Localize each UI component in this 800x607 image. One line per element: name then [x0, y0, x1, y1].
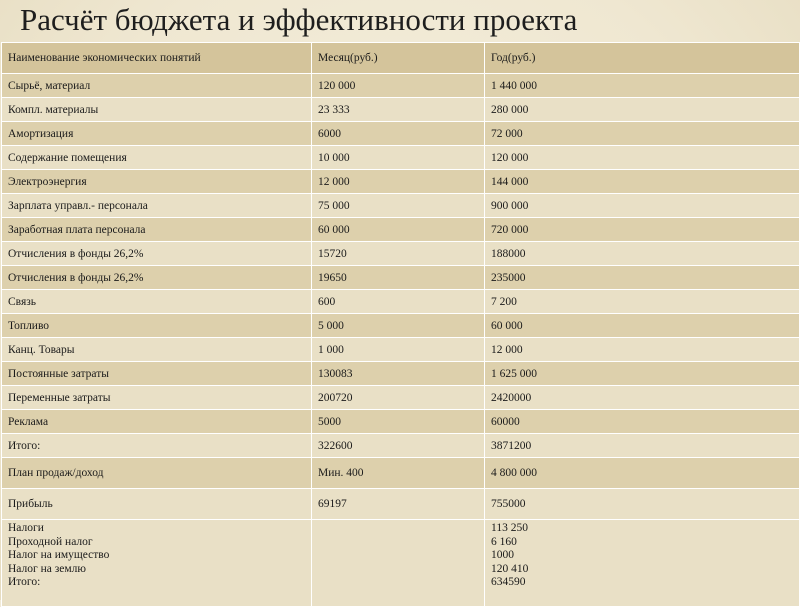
cell-item: Отчисления в фонды 26,2% [2, 242, 312, 266]
tax-label: Проходной налог [8, 535, 93, 548]
cell-year: 235000 [485, 266, 800, 290]
cell-month: 60 000 [312, 218, 485, 242]
table-row [2, 338, 800, 362]
tax-value: 120 410 [491, 562, 529, 575]
table-header-row [2, 43, 800, 74]
cell-month: 130083 [312, 362, 485, 386]
cell-year: 280 000 [485, 98, 800, 122]
cell-year: 60 000 [485, 314, 800, 338]
cell-year: 755000 [485, 489, 800, 520]
cell-item: Канц. Товары [2, 338, 312, 362]
cell-year: 144 000 [485, 170, 800, 194]
cell-year: 7 200 [485, 290, 800, 314]
tax-value: 1000 [491, 549, 514, 562]
cell-month: 75 000 [312, 194, 485, 218]
cell-month: 10 000 [312, 146, 485, 170]
cell-item: Прибыль [2, 489, 312, 520]
table-row [2, 98, 800, 122]
table-row [2, 74, 800, 98]
cell-month: 6000 [312, 122, 485, 146]
cell-year: 2420000 [485, 386, 800, 410]
tax-label: Налог на землю [8, 562, 86, 575]
cell-year: 188000 [485, 242, 800, 266]
cell-month: 15720 [312, 242, 485, 266]
tax-value: 634590 [491, 576, 526, 589]
tax-value: 113 250 [491, 522, 528, 534]
slide-title: Расчёт бюджета и эффективности проекта [20, 2, 578, 37]
cell-month: 5000 [312, 410, 485, 434]
cell-item: Содержание помещения [2, 146, 312, 170]
cell-item: Итого: [2, 434, 312, 458]
table-row [2, 218, 800, 242]
cell-item: Связь [2, 290, 312, 314]
table-row [2, 146, 800, 170]
cell-month: 1 000 [312, 338, 485, 362]
table-row [2, 122, 800, 146]
cell-year: 720 000 [485, 218, 800, 242]
cell-item: План продаж/доход [2, 458, 312, 489]
cell-item: Электроэнергия [2, 170, 312, 194]
budget-table [1, 42, 800, 607]
cell-item: Амортизация [2, 122, 312, 146]
cell-year: 900 000 [485, 194, 800, 218]
taxes-row [2, 520, 800, 607]
table-row [2, 410, 800, 434]
cell-item: Компл. материалы [2, 98, 312, 122]
cell-year: 3871200 [485, 434, 800, 458]
taxes-month-cell [312, 520, 485, 607]
table-row [2, 242, 800, 266]
header-cell-year: Год(руб.) [485, 43, 800, 74]
cell-item: Реклама [2, 410, 312, 434]
cell-month: 322600 [312, 434, 485, 458]
taxes-labels-cell [2, 520, 312, 607]
taxes-year-cell [485, 520, 800, 607]
cell-item: Постоянные затраты [2, 362, 312, 386]
cell-year: 1 625 000 [485, 362, 800, 386]
cell-year: 1 440 000 [485, 74, 800, 98]
cell-item: Отчисления в фонды 26,2% [2, 266, 312, 290]
table-row [2, 170, 800, 194]
cell-month: 12 000 [312, 170, 485, 194]
cell-month: 600 [312, 290, 485, 314]
table-row [2, 362, 800, 386]
cell-item: Топливо [2, 314, 312, 338]
tax-value: 6 160 [491, 535, 517, 548]
table-row [2, 194, 800, 218]
header-cell-name: Наименование экономических понятий [2, 43, 312, 74]
table-row [2, 314, 800, 338]
table-row [2, 489, 800, 520]
table-row [2, 434, 800, 458]
cell-month: 69197 [312, 489, 485, 520]
cell-year: 72 000 [485, 122, 800, 146]
tax-label: Итого: [8, 576, 41, 589]
cell-month: 200720 [312, 386, 485, 410]
table-row [2, 290, 800, 314]
cell-item: Сырьё, материал [2, 74, 312, 98]
table-row [2, 386, 800, 410]
cell-item: Зарплата управл.- персонала [2, 194, 312, 218]
cell-month: 5 000 [312, 314, 485, 338]
cell-item: Заработная плата персонала [2, 218, 312, 242]
cell-year: 120 000 [485, 146, 800, 170]
tax-label: Налоги [8, 522, 44, 534]
cell-month: 23 333 [312, 98, 485, 122]
header-cell-month: Месяц(руб.) [312, 43, 485, 74]
table-row [2, 266, 800, 290]
cell-year: 60000 [485, 410, 800, 434]
cell-item: Переменные затраты [2, 386, 312, 410]
tax-label: Налог на имущество [8, 549, 110, 562]
cell-month: Мин. 400 [312, 458, 485, 489]
cell-year: 4 800 000 [485, 458, 800, 489]
cell-year: 12 000 [485, 338, 800, 362]
table-row [2, 458, 800, 489]
cell-month: 19650 [312, 266, 485, 290]
cell-month: 120 000 [312, 74, 485, 98]
